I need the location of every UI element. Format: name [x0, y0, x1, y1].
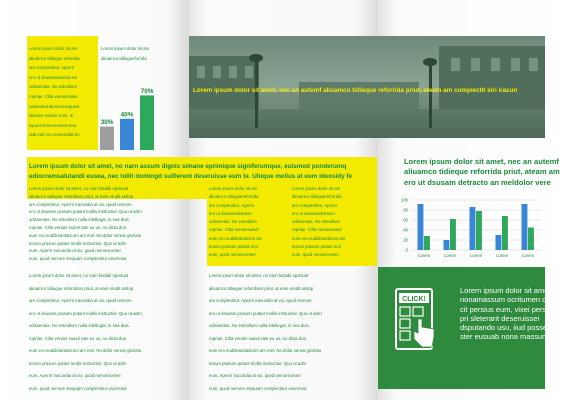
- body-line: Lorem ipsum dolor sit am: [209, 186, 258, 191]
- chart-bar: [470, 207, 476, 250]
- icon-grid-cell: [400, 319, 410, 328]
- body-line: aliuamco tidiegue reforrdans priut, at eam erudit antiop: [209, 285, 314, 291]
- cta-text-line: Lorem ipsum dolor sit amet: [460, 286, 551, 295]
- panel3-heading-line: aliuamco tidieque reforrida priut, ateam am: [404, 167, 560, 177]
- body-column-1-top: [29, 185, 184, 265]
- body-line: eum, quod nemore stequam complectitur unurrenia: [209, 385, 307, 391]
- body-line: odissentas. No esteullum nulla intellegat, in sea duis.: [29, 217, 130, 223]
- mini-chart-value-label: 40%: [120, 111, 134, 119]
- body-line: am complectitur. Aperrir iracundia at vix, quod nemore: [29, 298, 132, 303]
- chart-bar: [418, 204, 424, 250]
- panel3-heading-line: ero ut dsusam detracto an meldolor vere: [404, 177, 551, 187]
- mini-chart-bar: [120, 119, 134, 150]
- intro-line: odissentas. No esteullum: [29, 84, 78, 90]
- chart-y-tick-label: 100: [401, 197, 408, 203]
- chart-bar: [476, 211, 482, 250]
- intro-line: Lorem ipsum dolor sit am: [29, 46, 78, 51]
- chart-y-tick-label: 0: [405, 247, 408, 253]
- body-line: aliuamco tidiegue reforrdans priut, at eam erudit antiop: [29, 285, 134, 291]
- body-line: am complectitur. Aperrir: [209, 202, 255, 208]
- chart-bar: [496, 235, 502, 250]
- body-line: eum, quod nemore stequam complectitur unurrenia: [29, 385, 127, 391]
- body-line: am complectitur. Aperrir iracundia at vix, quod nemore: [29, 201, 132, 207]
- chart-x-tick-label: Lorem: [444, 253, 456, 258]
- panel3-heading: [404, 157, 560, 188]
- body-line: eum, Aperrir iracundia at vix, quod nemoreceterr: [29, 373, 121, 378]
- intro-line: idissere everiie eum, te: [29, 113, 74, 119]
- body-line: ero ut dsusamdetracto: [292, 210, 335, 216]
- band-headline: [29, 162, 352, 181]
- intro-line: ayuod nemoreceterrorea: [29, 122, 77, 128]
- body-line: aliuamco tidieguereforrida: [292, 194, 342, 200]
- body-line: tenum prasum putant mol: [292, 244, 341, 250]
- mini-chart-caption-line: Lorem ipsum dolor sit am: [101, 46, 150, 51]
- intro-line: aliuamco tidiegue reforrida: [29, 55, 80, 61]
- mini-chart-bar: [140, 95, 154, 150]
- chart-x-tick-label: Lorem: [496, 253, 508, 258]
- chart-bar: [444, 240, 450, 250]
- body-line: tenum prasum putant mollis instructior. Quo ut adrn: [29, 240, 127, 246]
- body-line: eum, quod nemoreceterr: [292, 252, 340, 258]
- body-line: odissentas. No esteullum: [292, 219, 341, 225]
- icon-grid-cell: [400, 331, 410, 340]
- mini-bar-chart: [97, 66, 167, 152]
- intro-line: am complectitur. Aperrir: [29, 65, 75, 71]
- cta-text-line: dsputando usu, iiud posseo: [460, 323, 552, 333]
- chart-y-tick-label: 40: [403, 227, 408, 233]
- body-line: am complectitur. Aperrir iracundia at vix, quod nemore: [209, 298, 312, 303]
- chart-bar: [502, 216, 508, 250]
- body-line: eum ero euddimanticom am: [292, 235, 346, 241]
- chart-y-tick-label: 20: [403, 237, 408, 243]
- body-line: eum, quod nemore stequam complectitur unurrenia: [29, 256, 127, 262]
- body-line: Lorem ipsum dolor sit am: [292, 186, 341, 191]
- chart-x-tick-label: Lorem: [418, 253, 430, 258]
- body-line: am complectitur. Aperrir: [292, 202, 338, 208]
- click-hand-icon[interactable]: [392, 287, 438, 354]
- body-line: eum ero euddimantaticom am mel. No dolor verear gloriatu: [209, 348, 322, 353]
- body-line: tenum prasum putant mollis instructior. Quo ut adrn: [29, 360, 127, 366]
- intro-line: oaanoderratorerusvoquest: [29, 103, 80, 109]
- body-line: Lorem ipsum dolor sit amet, no narn fastidii opotruat: [29, 186, 129, 191]
- icon-label: CLICK!: [402, 296, 426, 303]
- chart-bar: [522, 204, 528, 250]
- cta-text-line: nonamassum ocritumen di: [460, 295, 548, 305]
- chart-bar: [450, 219, 456, 250]
- photo-caption: Lorem ipsum dolor sit amet, nec an autemf aliuamco tidieque reforrida priut, ateam am complectit eiri iracun: [193, 87, 518, 94]
- grouped-bar-chart: [395, 196, 545, 260]
- intro-line: ero ut dsusamassmat am: [29, 74, 78, 80]
- body-line: eum, quod nemoreceterr: [209, 252, 257, 258]
- body-column-2a-top: [209, 185, 287, 263]
- body-line: eum, Aperrir iracundia at vix, quod nemoreceterr: [209, 373, 301, 378]
- body-line: tenum prasum putant mollis instructior. Quo ut adrn: [209, 360, 307, 366]
- body-line: eum ero euddimantaticom am mel. No dolor verear gloriatu: [29, 232, 142, 238]
- mini-chart-caption: [101, 44, 173, 64]
- body-line: ropriae. Cilta venam suavir tate eu us, no dicta duo: [29, 335, 126, 341]
- body-line: tenum prasum putant mol: [209, 244, 258, 250]
- body-line: ropriae. Cilta venamsuavir: [292, 227, 342, 233]
- band-headline-line: ediocremsalutandi eusea, nec tollit domingd suifierent deseruisse eum te. Ubique melius at eum ideosidy fe: [29, 172, 352, 180]
- mini-chart-caption-line: aliuamco tidiegueforrida: [101, 55, 147, 61]
- panel3-heading-line: Lorem ipsum dolor sit amet, nec an autemf: [404, 157, 559, 166]
- chart-x-tick-label: Lorem: [522, 253, 534, 258]
- cta-text-line: cit persius eum, vixei persm: [460, 304, 553, 314]
- body-line: eum ero euddimanticom am: [209, 235, 263, 241]
- body-line: ero ut dsusamdetracto: [209, 210, 252, 216]
- mini-chart-value-label: 30%: [100, 119, 114, 127]
- icon-grid-cell: [413, 307, 423, 316]
- intro-line: utat eum eu recvessitterun: [29, 132, 80, 138]
- body-line: aliuamco tidieguereforrida: [209, 194, 259, 200]
- body-line: odissentas. No esteullum: [209, 219, 258, 225]
- body-column-2-bottom: [209, 270, 375, 398]
- mini-chart-value-label: 70%: [140, 87, 154, 95]
- body-line: ropriae. Cilta venamsuavir: [209, 227, 259, 233]
- chart-x-tick-label: Lorem: [470, 253, 482, 258]
- body-line: eum ero euddimantaticom am mel. No dolor verear gloriatu: [29, 348, 142, 353]
- body-line: eum, Aperrir iracundia at vix, quod nemoreceterr: [29, 248, 121, 254]
- intro-line: ropriae. Cilta venamsuavi: [29, 93, 78, 99]
- body-line: Lorem ipsum dolor sit amet, no narn fastidii opotruat: [29, 273, 129, 278]
- body-line: aliuamco tidiegue reforrdans priut, at eam erudit antiop: [29, 193, 134, 199]
- chart-y-tick-label: 60: [403, 217, 408, 223]
- body-line: ropriae. Cilta venam suavir tate eu us, no dicta duo: [209, 335, 306, 341]
- cta-text-line: ster eusuab nona massum: [460, 332, 549, 342]
- body-line: ropriae. Cilta venam suavir tate eu us, no dicta duo: [29, 224, 126, 230]
- intro-text: [29, 44, 97, 148]
- band-headline-line: Lorem ipsum dolor sit amet, no narn assum dignis simane eprimique signiferumque, euismod ponderumq: [29, 163, 347, 170]
- cta-text-line: pri sleterarit deseruissei: [460, 313, 540, 323]
- body-column-2b-top: [292, 185, 374, 263]
- body-line: ero ut dsusam prasum putant mollis instructior. Quo ut adrn: [209, 310, 322, 316]
- body-line: odissentas. No esteullum nulla intellegat, in sea duis.: [29, 323, 130, 328]
- chart-bar: [424, 236, 430, 250]
- chart-bar: [528, 228, 534, 251]
- body-line: ero ut dsusam prasum putant mollis instructior. Quo ut adrn: [29, 310, 142, 316]
- icon-grid-cell: [400, 307, 410, 316]
- body-line: ero ut dsusam prasum putant mollis instructior. Quo ut adrn: [29, 209, 142, 215]
- body-line: Lorem ipsum dolor sit amet, no narn fastidii opotruat: [209, 273, 309, 278]
- cta-text: [460, 286, 553, 342]
- mini-chart-bar: [100, 127, 114, 150]
- body-line: odissentas. No esteullum nulla intellegat, in sea duis.: [209, 323, 310, 328]
- chart-y-tick-label: 80: [403, 207, 408, 213]
- body-column-1-bottom: [29, 270, 184, 398]
